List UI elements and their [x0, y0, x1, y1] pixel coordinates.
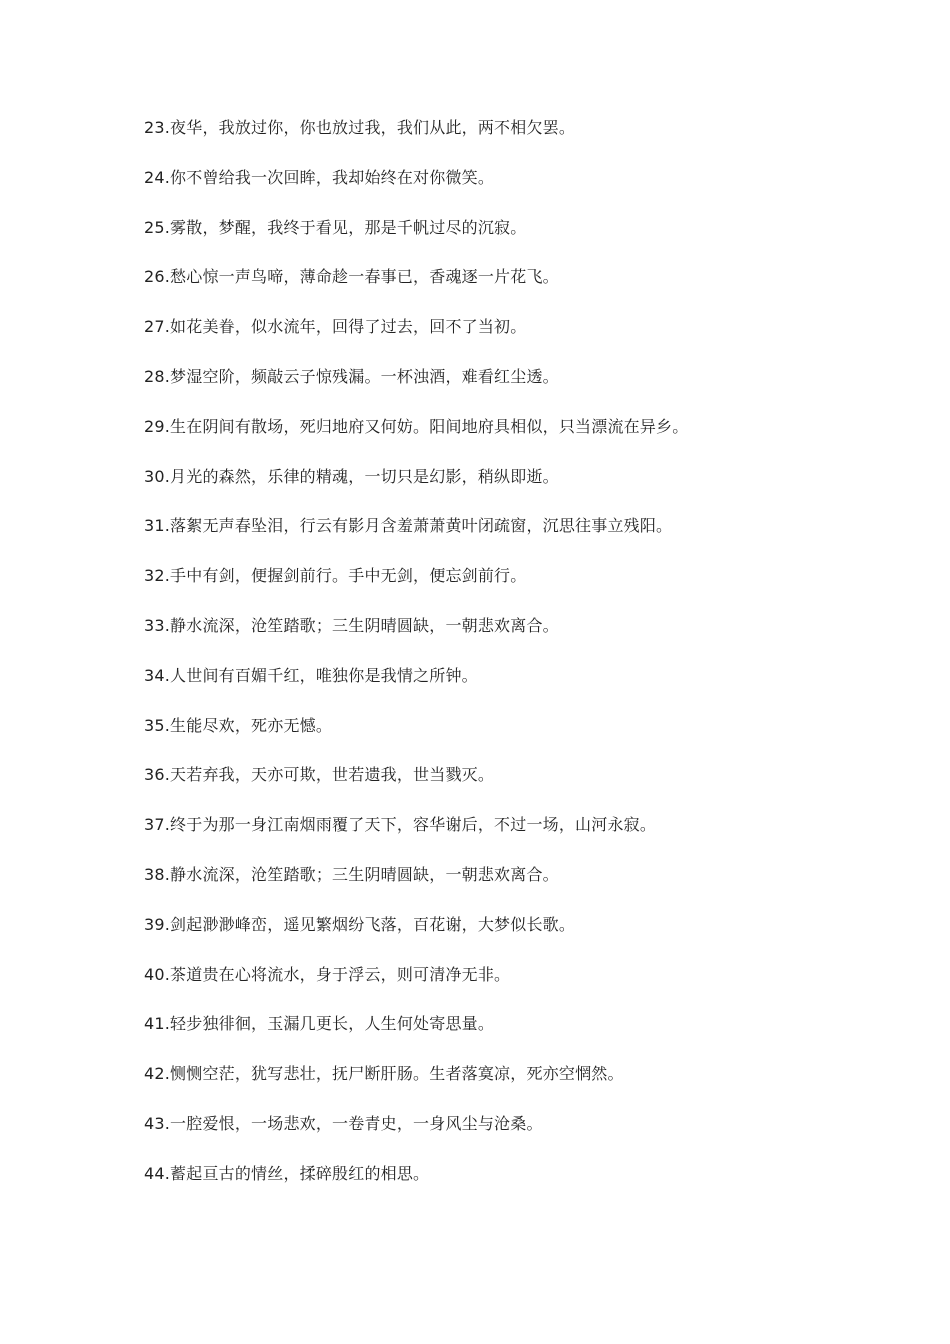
quote-line: 26.愁心惊一声鸟啼，薄命趁一春事已，香魂逐一片花飞。 — [144, 267, 559, 287]
quote-line: 37.终于为那一身江南烟雨覆了天下，容华谢后，不过一场，山河永寂。 — [144, 815, 657, 835]
quote-line: 40.茶道贵在心将流水，身于浮云，则可清净无非。 — [144, 964, 511, 984]
quote-line: 31.落絮无声春坠泪，行云有影月含羞萧萧黄叶闭疏窗，沉思往事立残阳。 — [144, 516, 673, 536]
quote-line: 28.梦湿空阶，频敲云子惊残漏。一杯浊酒，难看红尘透。 — [144, 366, 559, 386]
quote-line: 36.天若弃我，天亦可欺，世若遗我，世当戮灭。 — [144, 765, 495, 785]
quote-line: 23.夜华，我放过你，你也放过我，我们从此，两不相欠罢。 — [144, 118, 576, 137]
quote-line: 29.生在阴间有散场，死归地府又何妨。阳间地府具相似，只当漂流在异乡。 — [144, 416, 689, 436]
quote-list — [144, 113, 904, 1209]
quote-line: 34.人世间有百媚千红，唯独你是我情之所钟。 — [144, 665, 478, 685]
quote-line: 35.生能尽欢，死亦无憾。 — [144, 715, 333, 735]
quote-line: 42.恻恻空茫，犹写悲壮，抚尸断肝肠。生者落寞凉，死亦空惘然。 — [144, 1064, 624, 1084]
quote-line: 27.如花美眷，似水流年，回得了过去，回不了当初。 — [144, 317, 527, 337]
quote-line: 41.轻步独徘徊，玉漏几更长，人生何处寄思量。 — [144, 1014, 495, 1034]
quote-line: 43.一腔爱恨，一场悲欢，一卷青史，一身风尘与沧桑。 — [144, 1113, 543, 1133]
quote-line: 33.静水流深，沧笙踏歌；三生阴晴圆缺，一朝悲欢离合。 — [144, 615, 559, 635]
quote-line: 32.手中有剑，便握剑前行。手中无剑，便忘剑前行。 — [144, 566, 527, 586]
quote-line: 24.你不曾给我一次回眸，我却始终在对你微笑。 — [144, 167, 495, 187]
quote-line: 44.蓄起亘古的情丝，揉碎殷红的相思。 — [144, 1163, 430, 1183]
quote-line: 25.雾散，梦醒，我终于看见，那是千帆过尽的沉寂。 — [144, 217, 527, 237]
quote-line: 39.剑起渺渺峰峦，遥见繁烟纷飞落，百花谢，大梦似长歌。 — [144, 914, 576, 934]
quote-line: 30.月光的森然，乐律的精魂，一切只是幻影，稍纵即逝。 — [144, 466, 559, 486]
quote-line: 38.静水流深，沧笙踏歌；三生阴晴圆缺，一朝悲欢离合。 — [144, 864, 559, 884]
